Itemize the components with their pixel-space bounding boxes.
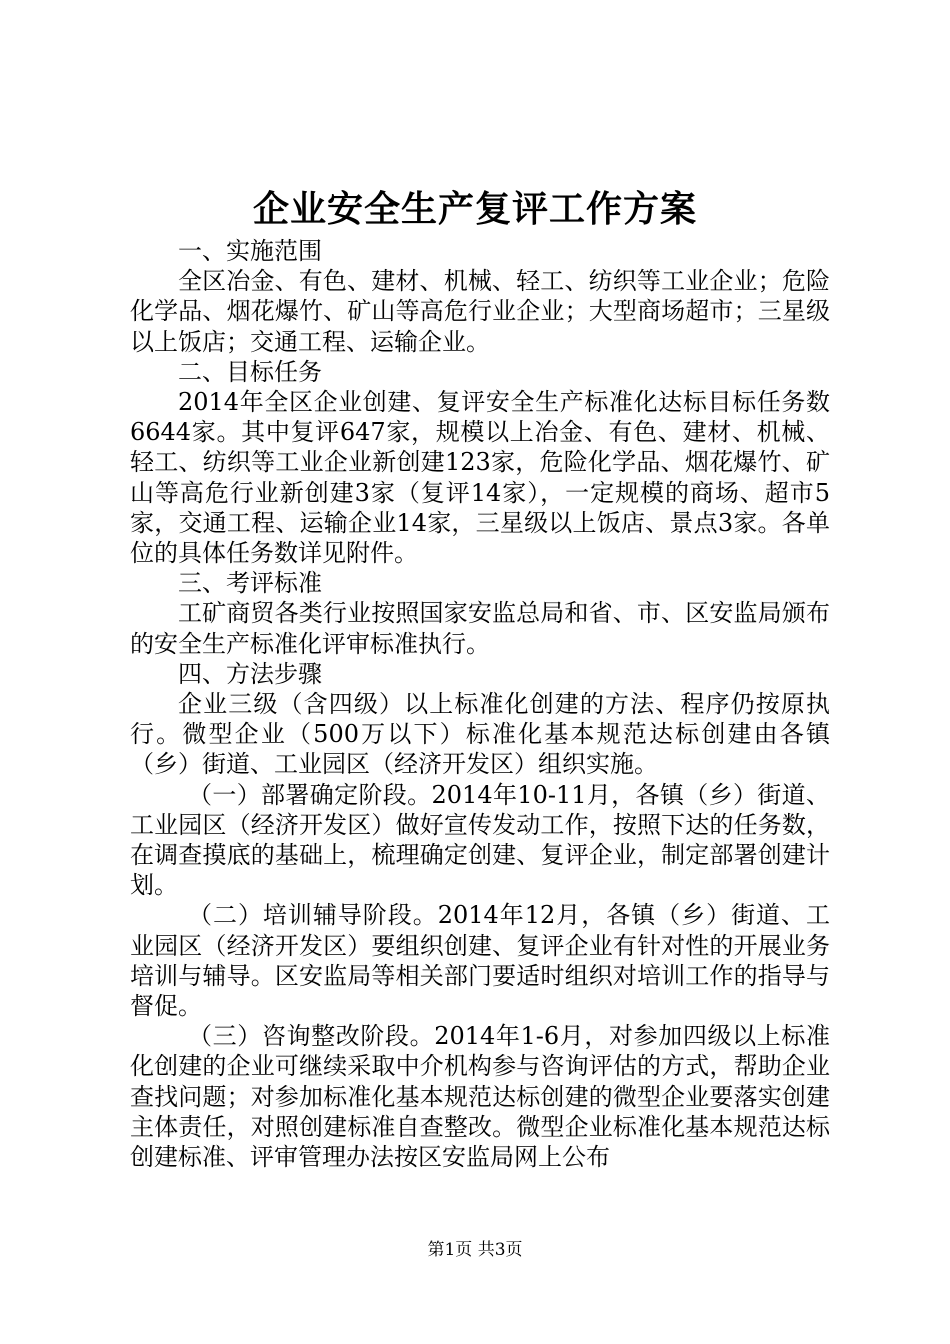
standards-paragraph: 工矿商贸各类行业按照国家安监总局和省、市、区安监局颁布的安全生产标准化评审标准执行。 [130,599,830,658]
step-deployment: （一）部署确定阶段。2014年10-11月，各镇（乡）街道、工业园区（经济开发区）做好宣传发动工作，按照下达的任务数，在调查摸底的基础上，梳理确定创建、复评企业，制定部署创建计划。 [130,780,830,900]
section-heading-scope: 一、实施范围 [178,237,322,265]
section-heading-methods: 四、方法步骤 [178,659,322,688]
step-consulting: （三）咨询整改阶段。2014年1-6月，对参加四级以上标准化创建的企业可继续采取中介机构参与咨询评估的方式，帮助企业查找问题；对参加标准化基本规范达标创建的微型企业要落实创建主体责任，对照创建标准自查整改。微型企业标准化基本规范达标创建标准、评审管理办法按区安监局网上公布 [130,1022,830,1172]
scope-paragraph: 全区冶金、有色、建材、机械、轻工、纺织等工业企业；危险化学品、烟花爆竹、矿山等高危行业企业；大型商场超市；三星级以上饭店；交通工程、运输企业。 [130,267,830,356]
section-heading-targets: 二、目标任务 [178,357,322,386]
step-training: （二）培训辅导阶段。2014年12月，各镇（乡）街道、工业园区（经济开发区）要组织创建、复评企业有针对性的开展业务培训与辅导。区安监局等相关部门要适时组织对培训工作的指导与督促。 [130,901,830,1021]
document-body [130,236,830,1172]
targets-paragraph: 2014年全区企业创建、复评安全生产标准化达标目标任务数6644家。其中复评647家，规模以上冶金、有色、建材、机械、轻工、纺织等工业企业新创建123家，危险化学品、烟花爆竹、矿山等高危行业新创建3家（复评14家），一定规模的商场、超市5家，交通工程、运输企业14家，三星级以上饭店、景点3家。各单位的具体任务数详见附件。 [130,388,830,568]
methods-paragraph: 企业三级（含四级）以上标准化创建的方法、程序仍按原执行。微型企业（500万以下）标准化基本规范达标创建由各镇（乡）街道、工业园区（经济开发区）组织实施。 [130,690,830,779]
document-title: 企业安全生产复评工作方案 [252,188,697,230]
page-number-footer: 第1页 共3页 [427,1240,523,1260]
section-heading-standards: 三、考评标准 [178,569,322,598]
